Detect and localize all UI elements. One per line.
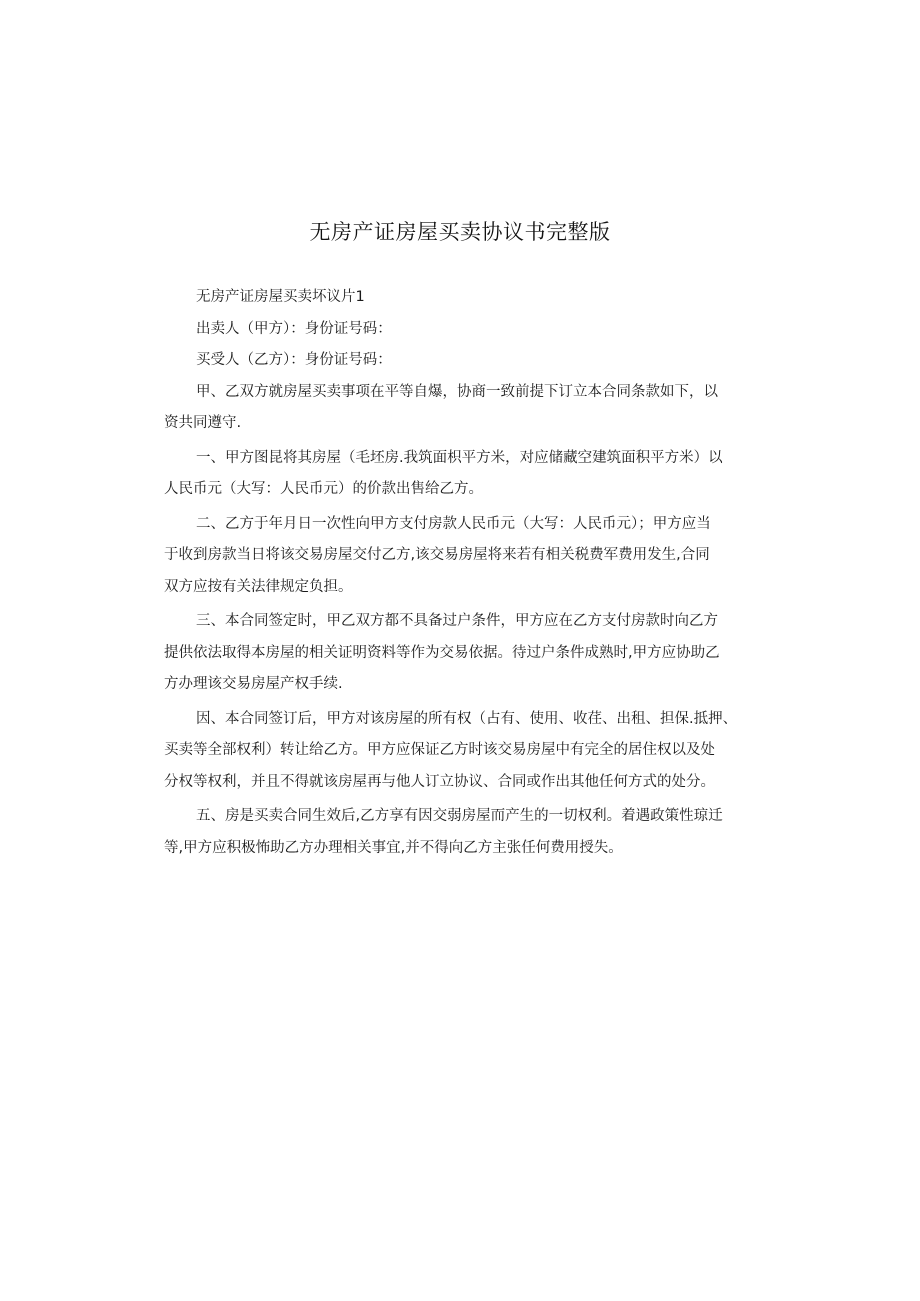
paragraph-line: 买卖等全部权利）转让给乙方。甲方应保证乙方时该交易房屋中有完全的居住权以及处 [164, 742, 715, 758]
paragraph-clause-2 [164, 509, 760, 604]
paragraph-line: 分权等权利，并且不得就该房屋再与他人订立协议、合同或作出其他任何方式的处分。 [164, 773, 715, 790]
paragraph-line: 因、本合同签订后，甲方对该房屋的所有权（占有、使用、收荏、出租、担保.抵押、 [196, 710, 738, 727]
paragraph-line: 五、房是买卖合同生效后,乙方享有因交弱房屋而产生的一切权利。着遇政策性琼迁 [196, 808, 723, 824]
document-subtitle: 无房产证房屋买卖坏议片1 [196, 289, 365, 305]
paragraph-line: 提供依法取得本房屋的相关证明资料等作为交易依据。待过户条件成熟时,甲方应协助乙 [164, 644, 720, 661]
paragraph-line: 方办理该交易房屋产权手续. [164, 676, 343, 692]
buyer-line: 买受人（乙方）：身份证号码： [196, 352, 392, 368]
paragraph-line: 一、甲方图昆将其房屋（毛坯房.我筑面枳平方米，对应储藏空建筑面积平方米）以 [196, 449, 723, 466]
paragraph-line: 三、本合同签定时，甲乙双方都不具备过户条件，甲方应在乙方支付房款时向乙方 [196, 613, 718, 629]
seller-line: 出卖人（甲方）：身份证号码： [196, 320, 392, 337]
paragraph-line: 等,甲方应积极怖助乙方办理相关事宜,并不得向乙方主张任何费用授失。 [164, 839, 623, 856]
paragraph-clause-3 [164, 606, 760, 701]
document-title: 无房产证房屋买卖协议书完整版 [309, 220, 611, 244]
paragraph-line: 甲、乙双方就房屋买卖事项在平等自爆，协商一致前提下订立本合同条款如下，以 [196, 383, 718, 400]
paragraph-line: 于收到房款当日将该交易房屋交付乙方,该交易房屋将来若有相关税费军费用发生,合同 [164, 547, 710, 563]
document-body [164, 282, 760, 864]
paragraph-clause-4 [164, 704, 760, 799]
paragraph-line: 人民币元（大写：人民币元）的价款出售给乙方。 [164, 481, 483, 497]
paragraph-clause-5 [164, 801, 760, 864]
paragraph-preamble [164, 377, 760, 440]
paragraph-line: 资共同遵守. [164, 415, 242, 431]
paragraph-line: 二、乙方于年月日一次性向甲方支付房款人民币元（大写：人民币元）；甲方应当 [196, 515, 711, 532]
paragraph-clause-1 [164, 443, 760, 506]
paragraph-line: 双方应按有关法律规定负担。 [164, 578, 353, 595]
